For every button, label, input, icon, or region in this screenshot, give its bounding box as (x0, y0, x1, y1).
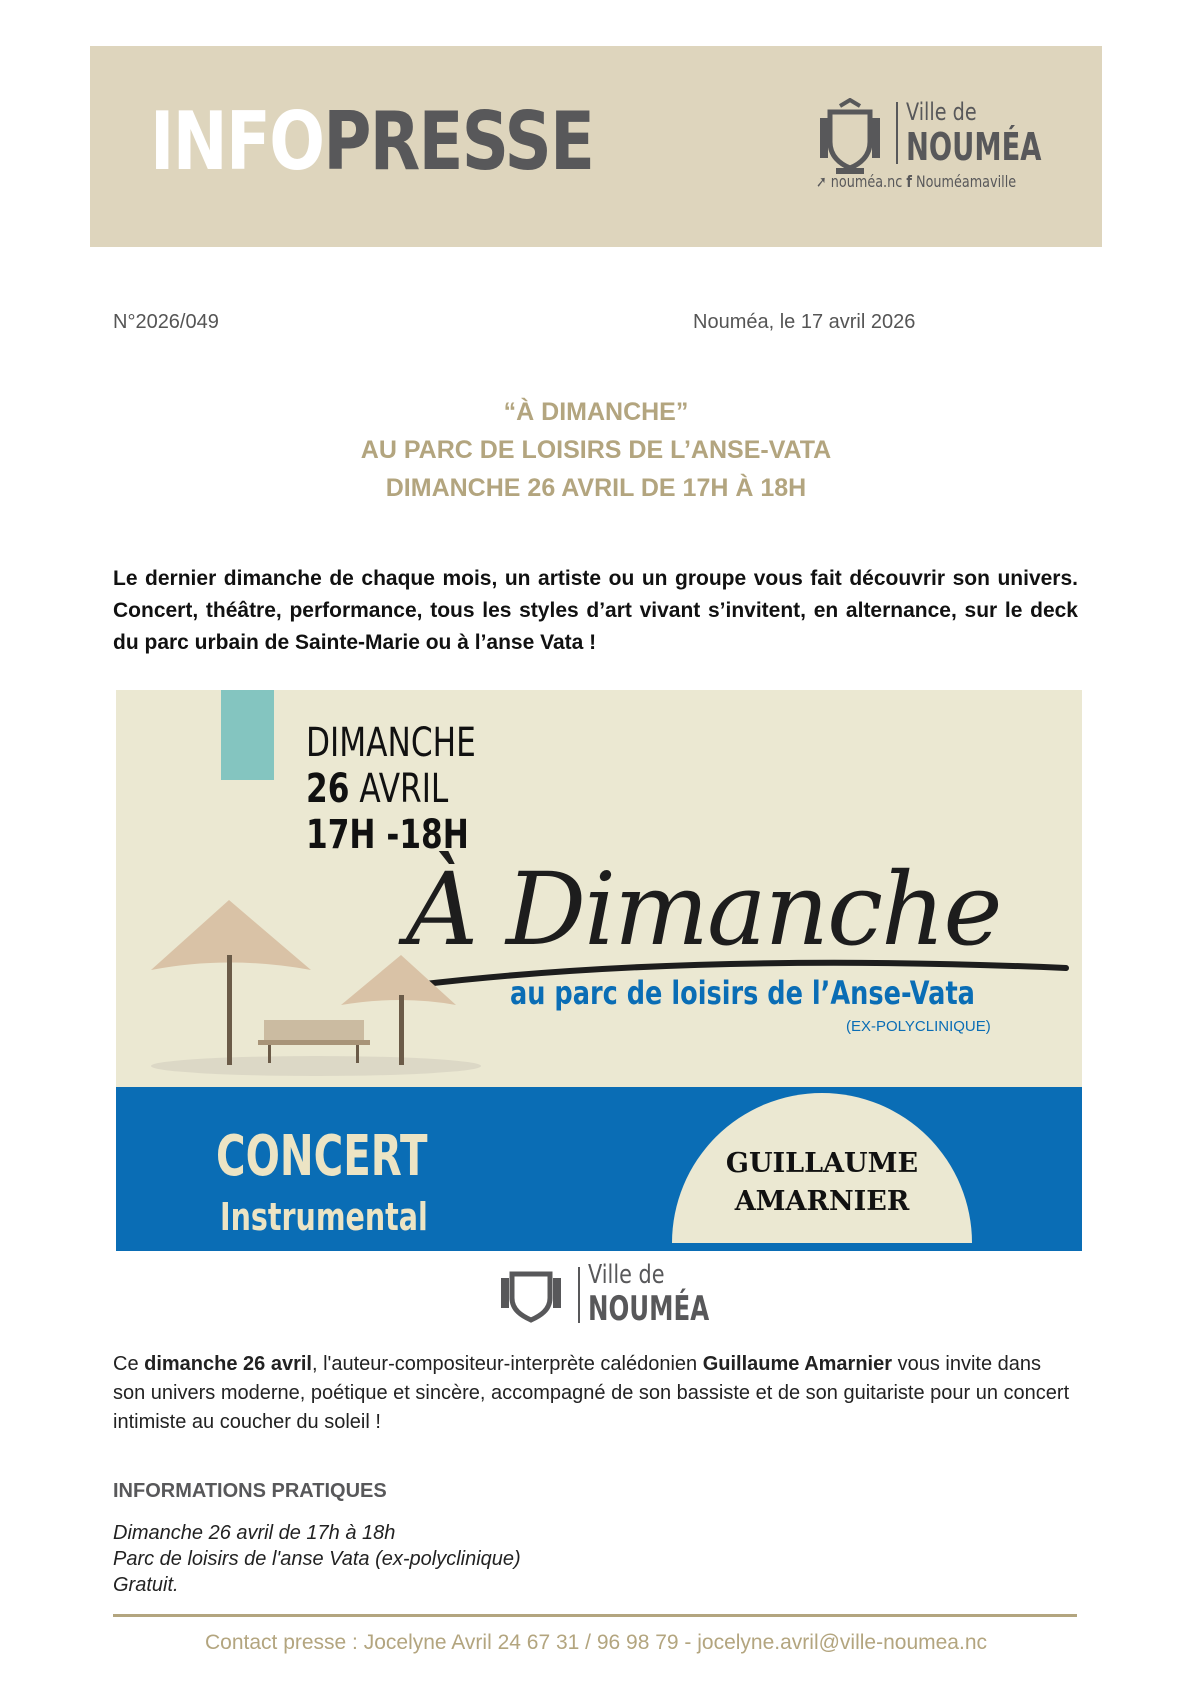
web-icon: ➚ (816, 172, 831, 191)
press-contact: Contact presse : Jocelyne Avril 24 67 31 / 96 98 79 - jocelyne.avril@ville-noumea.nc (204, 1631, 987, 1654)
masthead-presse: PRESSE (323, 95, 594, 188)
poster-time: 17H -18H (306, 812, 469, 858)
artist-line: GUILLAUME (725, 1148, 919, 1179)
facebook-icon: f (906, 172, 912, 191)
title-line: DIMANCHE 26 AVRIL DE 17H À 18H (385, 474, 807, 502)
artist-line: AMARNIER (734, 1186, 910, 1217)
logo-links (816, 174, 1016, 190)
info-heading: INFORMATIONS PRATIQUES (113, 1480, 387, 1502)
poster-place-sub: (EX-POLYCLINIQUE) (846, 1018, 991, 1035)
logo-ville: Ville de (906, 98, 977, 126)
logo-city: NOUMÉA (906, 125, 1042, 169)
title-line: “À DIMANCHE” (503, 398, 689, 426)
footer-logo-ville: Ville de (588, 1260, 665, 1290)
footer-logo-city: NOUMÉA (588, 1289, 710, 1329)
lead-paragraph: Le dernier dimanche de chaque mois, un artiste ou un groupe vous fait découvrir son univers. Concert, théâtre, performance, tous les styles d’art vivant s’invitent, en alternance, sur le deck du parc urbain de Sainte-Marie ou à l’anse Vata ! (113, 567, 1078, 654)
poster-month: AVRIL (359, 766, 449, 812)
logo-divider (896, 102, 898, 164)
info-line: Parc de loisirs de l'anse Vata (ex-polyclinique) (113, 1548, 521, 1570)
parasols-bench-illustration (146, 900, 486, 1080)
logo-web[interactable]: nouméa.nc (830, 172, 903, 191)
poster-artist (672, 1145, 972, 1221)
body-paragraph (113, 1350, 1073, 1437)
poster-day: DIMANCHE (306, 720, 476, 766)
masthead-info: INFO (150, 95, 324, 188)
info-list (113, 1520, 521, 1598)
release-date: Nouméa, le 17 avril 2026 (693, 311, 916, 333)
city-crest-icon (498, 1266, 564, 1324)
title-line: AU PARC DE LOISIRS DE L’ANSE-VATA (360, 436, 832, 464)
poster-date-block (306, 720, 476, 858)
logo-facebook[interactable]: Nouméamaville (915, 172, 1017, 191)
body-bold: Guillaume Amarnier (702, 1353, 893, 1375)
footer-divider (113, 1614, 1077, 1617)
info-line: Gratuit. (113, 1574, 179, 1596)
city-crest-icon (816, 98, 884, 178)
info-line: Dimanche 26 avril de 17h à 18h (113, 1522, 396, 1544)
teal-accent (221, 690, 274, 780)
logo-divider (578, 1267, 580, 1323)
release-number: N°2026/049 (113, 311, 219, 333)
poster-date-num: 26 (306, 766, 350, 812)
event-poster (116, 690, 1082, 1251)
blue-band (116, 1087, 1082, 1251)
body-text: , l'auteur-compositeur-interprète calédonien (312, 1353, 703, 1375)
poster-subtype: Instrumental (220, 1195, 428, 1239)
poster-place: au parc de loisirs de l’Anse-Vata (510, 974, 975, 1012)
body-text: Ce (113, 1353, 145, 1375)
poster-script-title: À Dimanche (406, 851, 1001, 968)
page-title (0, 393, 1192, 507)
body-text: vous invite dans son univers moderne, poétique et sincère, accompagné de son bassiste et de son guitariste pour un concert intimiste au coucher du soleil ! (113, 1353, 1070, 1433)
header-banner (90, 46, 1102, 247)
info-presse-masthead (150, 95, 594, 188)
poster-type: CONCERT (216, 1124, 428, 1189)
body-bold: dimanche 26 avril (144, 1353, 312, 1375)
